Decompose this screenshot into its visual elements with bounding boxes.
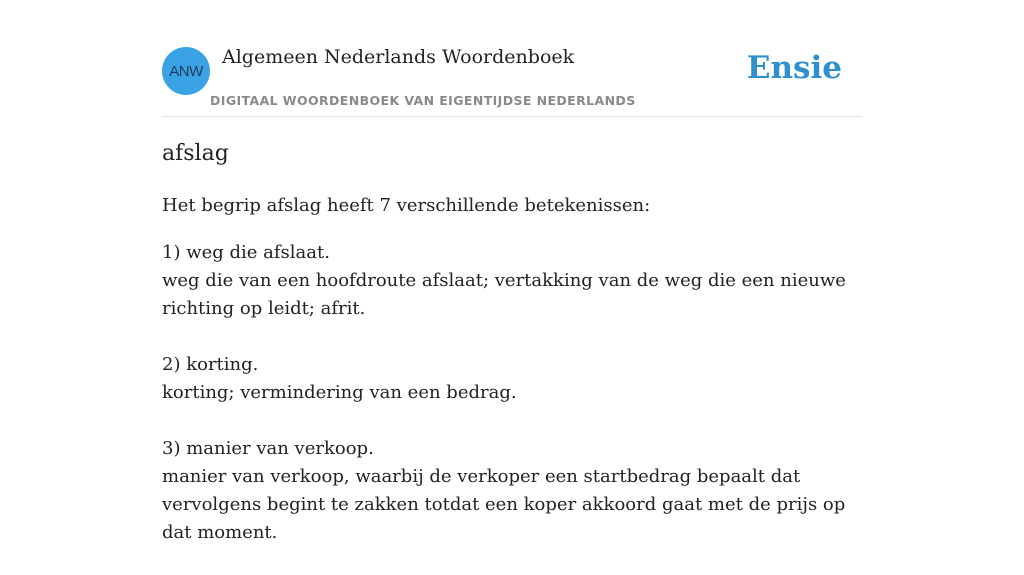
meaning-definition: manier van verkoop, waarbij de verkoper een startbedrag bepaalt dat vervolgens begint te zakken totdat een koper akkoord gaat met de prijs op dat moment.	[162, 466, 846, 543]
site-subtitle: DIGITAAL WOORDENBOEK VAN EIGENTIJDSE NEDERLANDS	[210, 93, 636, 108]
logo-text: ANW	[169, 62, 203, 80]
ensie-logo[interactable]: Ensie	[746, 50, 842, 86]
entry-title: afslag	[162, 141, 229, 166]
meaning-definition: korting; vermindering van een bedrag.	[162, 382, 517, 403]
meaning-title: 1) weg die afslaat.	[162, 242, 330, 263]
site-header	[162, 0, 862, 117]
meaning-title: 3) manier van verkoop.	[162, 438, 374, 459]
entry-content	[162, 138, 862, 575]
meaning-title: 2) korting.	[162, 354, 259, 375]
meaning-item	[162, 435, 862, 547]
meanings-list	[162, 239, 862, 547]
meaning-definition: weg die van een hoofdroute afslaat; vertakking van de weg die een nieuwe richting op leidt; afrit.	[162, 270, 846, 319]
anw-logo[interactable]	[162, 47, 210, 95]
entry-intro: Het begrip afslag heeft 7 verschillende betekenissen:	[162, 195, 651, 216]
site-title[interactable]: Algemeen Nederlands Woordenboek	[222, 46, 575, 68]
meaning-item	[162, 351, 862, 407]
meaning-item	[162, 239, 862, 323]
